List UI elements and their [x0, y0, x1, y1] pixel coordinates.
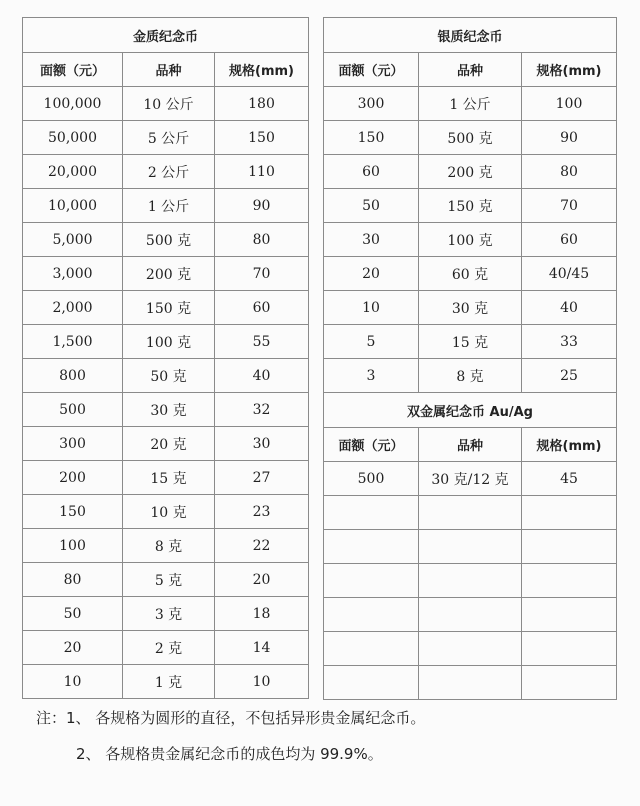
silver-coin-table	[323, 17, 617, 700]
gold-variety-cell: 15 克	[123, 461, 215, 495]
bimetal-row	[324, 462, 617, 496]
empty-row	[324, 632, 617, 666]
empty-cell	[324, 666, 419, 700]
gold-spec-cell: 60	[215, 291, 309, 325]
gold-row	[23, 393, 309, 427]
silver-header-denomination: 面额（元）	[324, 53, 419, 87]
gold-spec-cell: 30	[215, 427, 309, 461]
empty-cell	[522, 666, 617, 700]
silver-variety-cell: 8 克	[419, 359, 522, 393]
silver-variety-cell: 15 克	[419, 325, 522, 359]
gold-spec-cell: 150	[215, 121, 309, 155]
gold-row	[23, 665, 309, 699]
note-2: 2、 各规格贵金属纪念币的成色均为 99.9%。	[76, 745, 383, 763]
gold-row	[23, 631, 309, 665]
gold-denomination-cell: 800	[23, 359, 123, 393]
gold-spec-cell: 90	[215, 189, 309, 223]
empty-cell	[419, 496, 522, 530]
silver-variety-cell: 30 克	[419, 291, 522, 325]
bimetal-header-denomination: 面额（元）	[324, 428, 419, 462]
silver-row	[324, 359, 617, 393]
gold-spec-cell: 32	[215, 393, 309, 427]
gold-denomination-cell: 1,500	[23, 325, 123, 359]
silver-row	[324, 155, 617, 189]
gold-spec-cell: 110	[215, 155, 309, 189]
gold-denomination-cell: 300	[23, 427, 123, 461]
gold-variety-cell: 10 克	[123, 495, 215, 529]
gold-spec-cell: 23	[215, 495, 309, 529]
bimetal-table-title: 双金属纪念币 Au/Ag	[324, 393, 617, 428]
silver-row	[324, 257, 617, 291]
silver-variety-cell: 100 克	[419, 223, 522, 257]
gold-variety-cell: 5 公斤	[123, 121, 215, 155]
silver-header-spec: 规格(mm)	[522, 53, 617, 87]
gold-denomination-cell: 10,000	[23, 189, 123, 223]
silver-spec-cell: 40	[522, 291, 617, 325]
gold-spec-cell: 10	[215, 665, 309, 699]
gold-spec-cell: 18	[215, 597, 309, 631]
gold-variety-cell: 10 公斤	[123, 87, 215, 121]
gold-row	[23, 121, 309, 155]
empty-row	[324, 666, 617, 700]
gold-denomination-cell: 100	[23, 529, 123, 563]
gold-row	[23, 427, 309, 461]
empty-cell	[324, 564, 419, 598]
empty-row	[324, 530, 617, 564]
silver-row	[324, 121, 617, 155]
gold-row	[23, 597, 309, 631]
silver-denomination-cell: 30	[324, 223, 419, 257]
gold-denomination-cell: 3,000	[23, 257, 123, 291]
gold-spec-cell: 180	[215, 87, 309, 121]
gold-table-title: 金质纪念币	[23, 18, 309, 53]
empty-rows	[324, 496, 617, 700]
silver-denomination-cell: 300	[324, 87, 419, 121]
gold-row	[23, 495, 309, 529]
gold-variety-cell: 5 克	[123, 563, 215, 597]
gold-variety-cell: 200 克	[123, 257, 215, 291]
gold-row	[23, 461, 309, 495]
empty-row	[324, 598, 617, 632]
gold-coin-table	[22, 17, 309, 699]
gold-denomination-cell: 500	[23, 393, 123, 427]
gold-denomination-cell: 10	[23, 665, 123, 699]
gold-row	[23, 155, 309, 189]
notes	[36, 706, 425, 778]
gold-denomination-cell: 20,000	[23, 155, 123, 189]
empty-cell	[324, 632, 419, 666]
silver-spec-cell: 70	[522, 189, 617, 223]
silver-variety-cell: 200 克	[419, 155, 522, 189]
gold-spec-cell: 14	[215, 631, 309, 665]
gold-spec-cell: 55	[215, 325, 309, 359]
empty-row	[324, 496, 617, 530]
gold-header-variety: 品种	[123, 53, 215, 87]
gold-header-spec: 规格(mm)	[215, 53, 309, 87]
gold-row	[23, 189, 309, 223]
silver-row	[324, 325, 617, 359]
gold-variety-cell: 2 克	[123, 631, 215, 665]
silver-denomination-cell: 5	[324, 325, 419, 359]
silver-row	[324, 189, 617, 223]
gold-variety-cell: 20 克	[123, 427, 215, 461]
gold-spec-cell: 70	[215, 257, 309, 291]
silver-variety-cell: 150 克	[419, 189, 522, 223]
silver-spec-cell: 90	[522, 121, 617, 155]
silver-variety-cell: 500 克	[419, 121, 522, 155]
gold-variety-cell: 2 公斤	[123, 155, 215, 189]
empty-cell	[522, 598, 617, 632]
gold-header-denomination: 面额（元）	[23, 53, 123, 87]
silver-denomination-cell: 50	[324, 189, 419, 223]
empty-cell	[324, 496, 419, 530]
gold-variety-cell: 3 克	[123, 597, 215, 631]
silver-denomination-cell: 20	[324, 257, 419, 291]
gold-variety-cell: 1 公斤	[123, 189, 215, 223]
empty-cell	[522, 496, 617, 530]
bimetal-table-body	[324, 462, 617, 496]
gold-denomination-cell: 150	[23, 495, 123, 529]
gold-denomination-cell: 200	[23, 461, 123, 495]
empty-cell	[419, 564, 522, 598]
gold-denomination-cell: 80	[23, 563, 123, 597]
gold-denomination-cell: 2,000	[23, 291, 123, 325]
gold-denomination-cell: 5,000	[23, 223, 123, 257]
gold-spec-cell: 27	[215, 461, 309, 495]
gold-denomination-cell: 50	[23, 597, 123, 631]
empty-cell	[522, 632, 617, 666]
gold-row	[23, 325, 309, 359]
gold-variety-cell: 8 克	[123, 529, 215, 563]
gold-row	[23, 563, 309, 597]
note-1: 注：1、 各规格为圆形的直径，不包括异形贵金属纪念币。	[36, 709, 426, 727]
silver-variety-cell: 1 公斤	[419, 87, 522, 121]
bimetal-spec-cell: 45	[522, 462, 617, 496]
gold-variety-cell: 30 克	[123, 393, 215, 427]
empty-cell	[324, 530, 419, 564]
empty-cell	[419, 598, 522, 632]
gold-row	[23, 223, 309, 257]
gold-variety-cell: 1 克	[123, 665, 215, 699]
silver-denomination-cell: 3	[324, 359, 419, 393]
gold-denomination-cell: 50,000	[23, 121, 123, 155]
empty-cell	[419, 530, 522, 564]
empty-cell	[324, 598, 419, 632]
silver-denomination-cell: 10	[324, 291, 419, 325]
silver-spec-cell: 80	[522, 155, 617, 189]
empty-cell	[419, 632, 522, 666]
gold-row	[23, 87, 309, 121]
gold-denomination-cell: 100,000	[23, 87, 123, 121]
silver-row	[324, 223, 617, 257]
gold-table-body	[23, 87, 309, 699]
silver-spec-cell: 100	[522, 87, 617, 121]
silver-spec-cell: 33	[522, 325, 617, 359]
bimetal-denomination-cell: 500	[324, 462, 419, 496]
silver-row	[324, 87, 617, 121]
empty-cell	[522, 530, 617, 564]
silver-variety-cell: 60 克	[419, 257, 522, 291]
gold-spec-cell: 22	[215, 529, 309, 563]
gold-row	[23, 529, 309, 563]
silver-spec-cell: 60	[522, 223, 617, 257]
gold-denomination-cell: 20	[23, 631, 123, 665]
empty-cell	[522, 564, 617, 598]
silver-denomination-cell: 150	[324, 121, 419, 155]
bimetal-header-variety: 品种	[419, 428, 522, 462]
gold-variety-cell: 150 克	[123, 291, 215, 325]
silver-row	[324, 291, 617, 325]
gold-spec-cell: 40	[215, 359, 309, 393]
gold-row	[23, 359, 309, 393]
silver-table-title: 银质纪念币	[324, 18, 617, 53]
silver-table-body	[324, 87, 617, 393]
gold-variety-cell: 100 克	[123, 325, 215, 359]
gold-spec-cell: 20	[215, 563, 309, 597]
gold-spec-cell: 80	[215, 223, 309, 257]
bimetal-variety-cell: 30 克/12 克	[419, 462, 522, 496]
silver-spec-cell: 40/45	[522, 257, 617, 291]
bimetal-header-spec: 规格(mm)	[522, 428, 617, 462]
gold-row	[23, 257, 309, 291]
gold-variety-cell: 500 克	[123, 223, 215, 257]
silver-spec-cell: 25	[522, 359, 617, 393]
empty-row	[324, 564, 617, 598]
gold-row	[23, 291, 309, 325]
silver-denomination-cell: 60	[324, 155, 419, 189]
silver-header-variety: 品种	[419, 53, 522, 87]
empty-cell	[419, 666, 522, 700]
gold-variety-cell: 50 克	[123, 359, 215, 393]
